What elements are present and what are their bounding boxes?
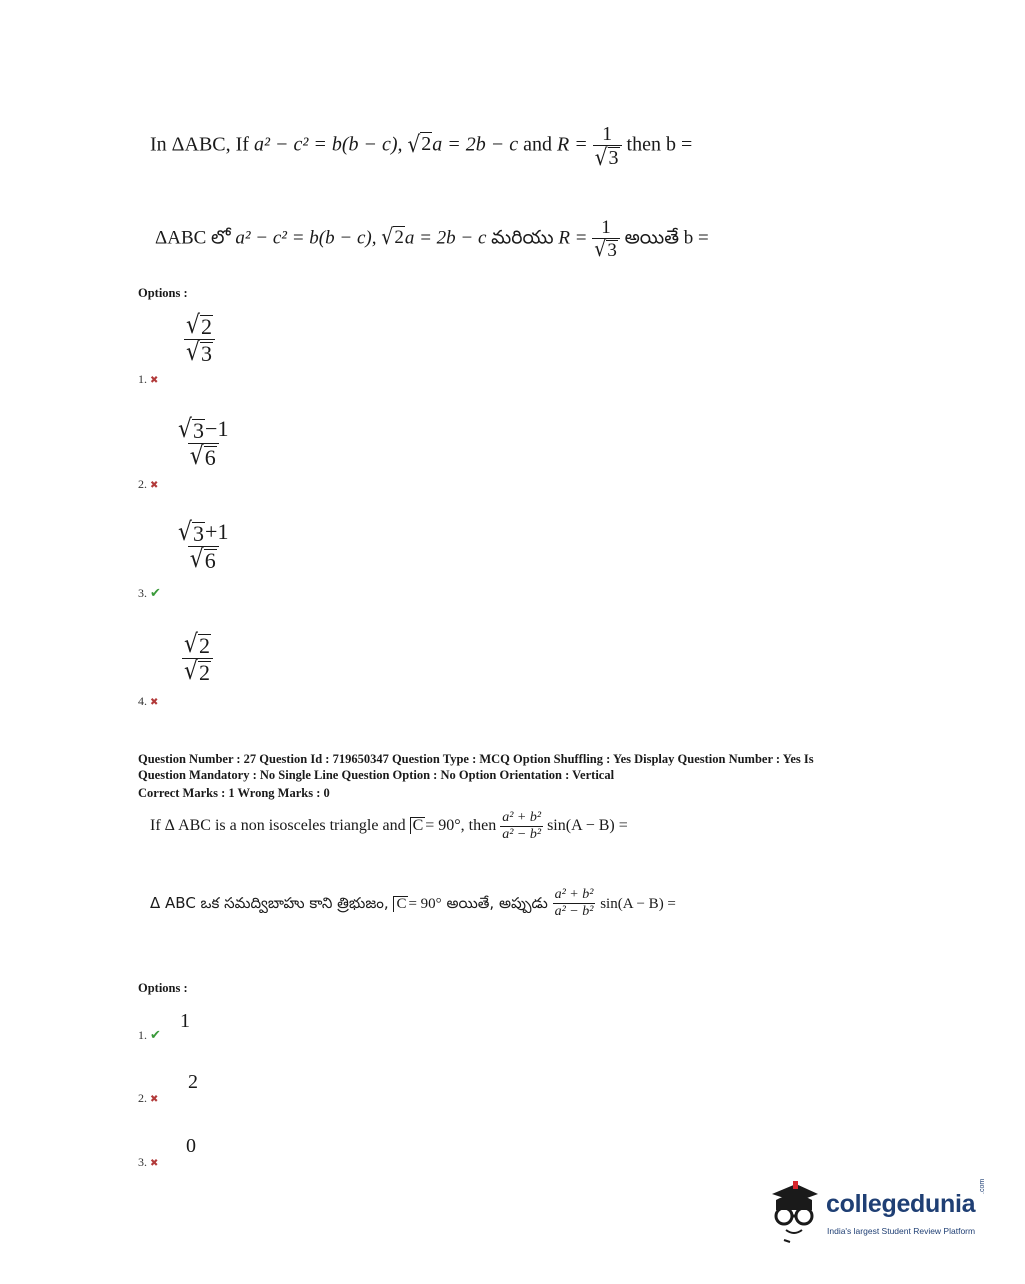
cross-icon: ✖ [150,375,159,386]
q26-english-question: In ΔABC, If a² − c² = b(b − c), √ 2 a = 2b − c and R = 1 √ 3 then b = [150,123,693,171]
angle-symbol: C [393,896,408,912]
q27-option-1[interactable]: 1. ✔ [138,1028,161,1043]
q26-option-2-value: √ 3 −1 √ 6 [178,414,229,471]
check-icon: ✔ [150,1028,161,1043]
collegedunia-logo[interactable] [766,1176,996,1246]
q27-option-2[interactable]: 2. ✖ [138,1091,159,1105]
cross-icon: ✖ [150,1158,159,1169]
q26-options-label: Options : [138,286,188,300]
q26-option-1[interactable]: 1. ✖ [138,372,159,386]
r-fraction: 1 √ 3 [593,124,622,168]
q27-options-label: Options : [138,981,188,995]
q27-option-3-value: 0 [186,1135,196,1157]
q26-option-3[interactable]: 3. ✔ [138,586,161,601]
q27-english-question: If Δ ABC is a non isosceles triangle and C = 90°, then $\frac{\text{a² + b²}}{\text{a² − b²}}$ sin(A − B) = [150,810,628,842]
sqrt-sign: √ 2 [381,224,404,250]
logo-tagline: India's largest Student Review Platform [827,1226,976,1236]
q27-meta: Question Number : 27 Question Id : 719650347 Question Type : MCQ Option Shuffling : Yes Display Question Number : Yes Is Question Mandatory : No Single Line Question Option : No Option Orientation : Vertical Correct Marks : 1 Wrong Marks : 0 [138,752,814,800]
q27-telugu-question: Δ ABC ఒక సమద్విబాహు కాని త్రిభుజం, C = 90° అయితే, అప్పుడు $\frac{\text{a² + b²}}{\text{a² − b²}}$ sin(A − B) = [150,887,676,919]
q27-option-2-value: 2 [188,1071,198,1093]
sqrt-sign: √ 2 [407,129,432,158]
q26-option-1-value: √ 2 √ 3 [184,314,215,365]
q26-option-4[interactable]: 4. ✖ [138,694,159,708]
q27-fraction: $\frac{\text{a² + b²}}{\text{a² − b²}}$ [502,810,542,842]
q27-fraction: $\frac{\text{a² + b²}}{\text{a² − b²}}$ [554,887,594,919]
mascot-icon [766,1176,822,1246]
cross-icon: ✖ [150,480,159,491]
r-fraction: 1 √ 3 [592,218,620,260]
q27-option-3[interactable]: 3. ✖ [138,1155,159,1169]
logo-tld: .com [979,1178,986,1194]
q27-option-1-value: 1 [180,1010,190,1032]
q26-option-2[interactable]: 2. ✖ [138,477,159,491]
check-icon: ✔ [150,586,161,601]
angle-symbol: C [410,817,426,834]
cross-icon: ✖ [150,1094,159,1105]
logo-wordmark: collegedunia [826,1190,976,1218]
cross-icon: ✖ [150,697,159,708]
q26-option-3-value: √ 3 +1 √ 6 [178,517,229,574]
q26-telugu-question: ΔABC లో a² − c² = b(b − c), √ 2 a = 2b − c మరియు R = 1 √ 3 అయితే b = [155,217,709,262]
q26-option-4-value: √ 2 √ 2 [182,633,213,684]
